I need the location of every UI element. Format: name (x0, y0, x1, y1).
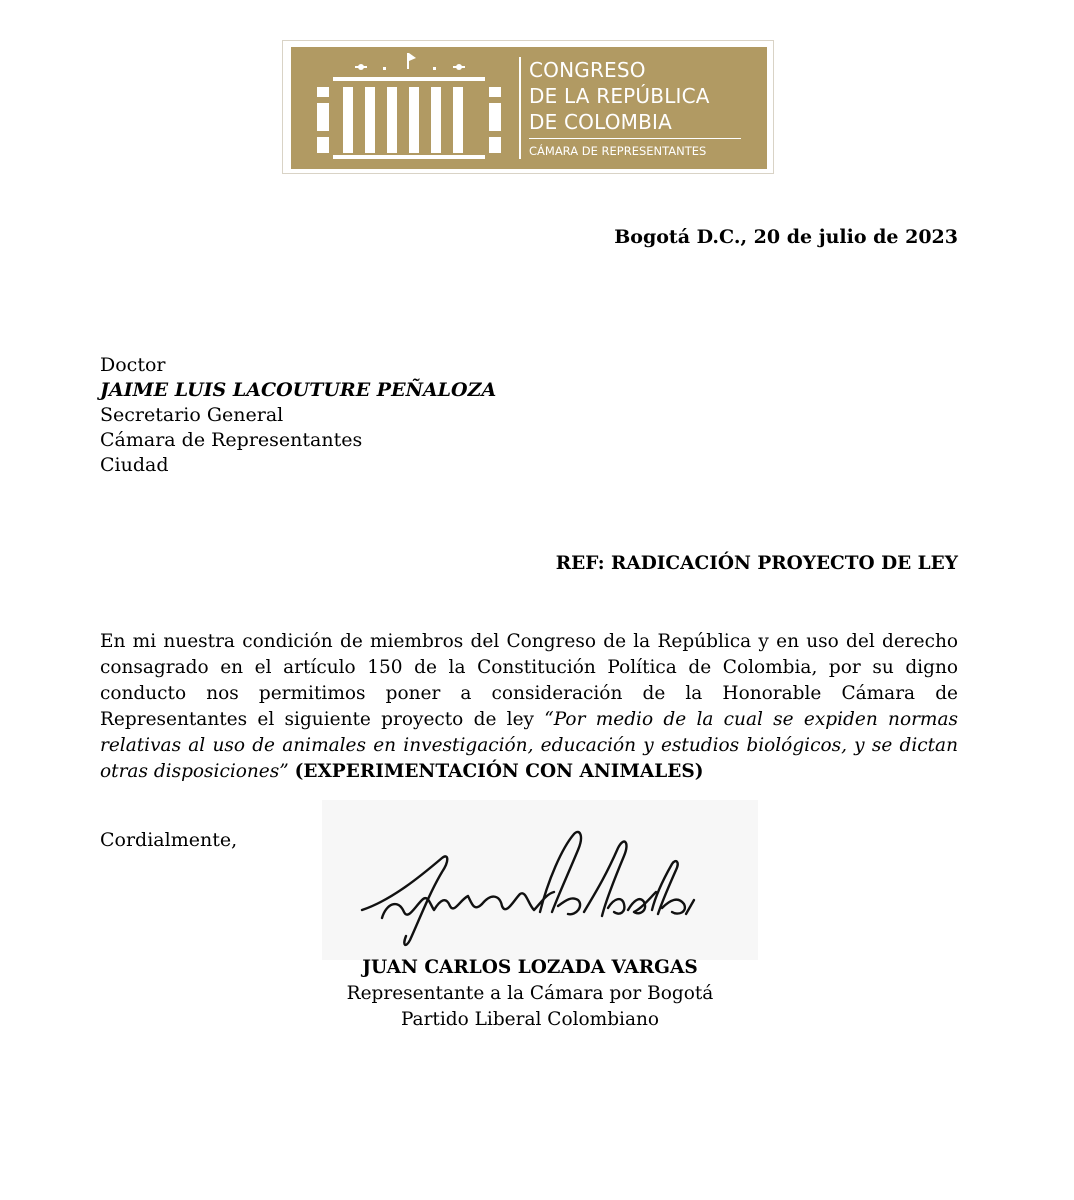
logo-line-2: DE LA REPÚBLICA (529, 84, 710, 108)
body-intro: En mi nuestra condición de miembros del Congreso de la República y en uso del derecho consagrado en el artículo 150 de la Constitución Política de Colombia, por su digno conducto nos permitimos poner a consideración de la Honorable Cámara de Representantes el siguiente proyecto de ley (100, 631, 958, 730)
handwritten-signature (322, 800, 758, 960)
letter-date: Bogotá D.C., 20 de julio de 2023 (614, 226, 958, 248)
logo-line-1: CONGRESO (529, 58, 646, 82)
closing-text: Cordialmente, (100, 829, 238, 851)
logo-rule (529, 138, 741, 139)
signer-name: JUAN CARLOS LOZADA VARGAS (362, 957, 698, 978)
addressee-institution: Cámara de Representantes (100, 429, 363, 451)
addressee-name: JAIME LUIS LACOUTURE PEÑALOZA (100, 379, 497, 401)
logo-separator (519, 57, 521, 159)
signature-icon (322, 800, 758, 960)
bill-short-name: (EXPERIMENTACIÓN CON ANIMALES) (294, 761, 704, 782)
addressee-position: Secretario General (100, 404, 284, 426)
addressee-city: Ciudad (100, 454, 169, 476)
capitol-building-icon (303, 51, 515, 163)
addressee-salutation: Doctor (100, 354, 166, 376)
logo-line-3: DE COLOMBIA (529, 110, 673, 134)
logo-subtitle: CÁMARA DE REPRESENTANTES (529, 144, 707, 158)
addressee-block (100, 353, 496, 478)
signer-party: Partido Liberal Colombiano (400, 1009, 660, 1030)
logo-gold-panel (291, 47, 767, 169)
reference-line: REF: RADICACIÓN PROYECTO DE LEY (555, 553, 958, 574)
body-paragraph (100, 629, 958, 785)
bill-title: “Por medio de la cual se expiden normas relativas al uso de animales en investigación, educación y estudios biológicos, y se dictan otras disposiciones” (100, 709, 958, 782)
logo-text (529, 57, 759, 159)
signer-role: Representante a la Cámara por Bogotá (346, 983, 714, 1004)
congress-logo (282, 40, 774, 174)
